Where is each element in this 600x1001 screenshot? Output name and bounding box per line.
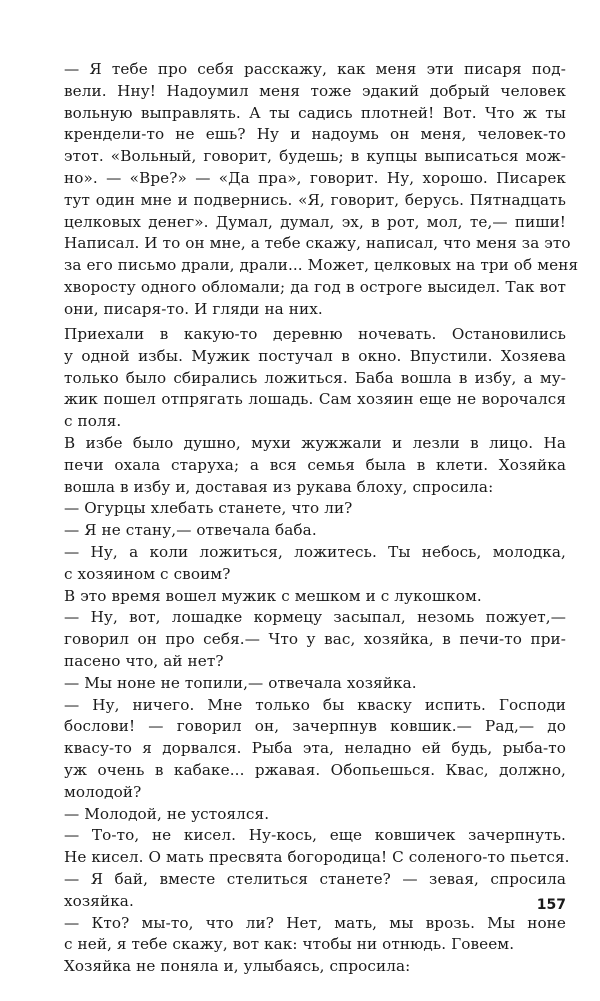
- text-line: только было сбирались ложиться. Баба вошла в избу, а му-: [64, 368, 566, 387]
- text-line: вели. Нну! Надоумил меня тоже эдакий добрый человек: [64, 81, 566, 100]
- text-line: — Ну, вот, лошадке кормецу засыпал, незомь пожует,—: [64, 608, 566, 627]
- text-line: жик пошел отпрягать лошадь. Сам хозяин еще не ворочался: [64, 390, 566, 409]
- text-line: тут один мне и подвернись. «Я, говорит, берусь. Пятнадцать: [64, 190, 566, 209]
- text-line: В избе было душно, мухи жужжали и лезли в лицо. На: [64, 433, 566, 452]
- text-line: крендели-то не ешь? Ну и надоумь он меня, человек-то: [64, 125, 566, 144]
- text-line: — Я бай, вместе стелиться станете? — зевая, спросила: [64, 869, 566, 888]
- text-line: уж очень в кабаке... ржавая. Обопьешься. Квас, должно,: [64, 760, 566, 779]
- text-line: вошла в избу и, доставая из рукава блоху, спросила:: [64, 477, 494, 496]
- text-block-second: [64, 324, 570, 978]
- text-line: бослови! — говорил он, зачерпнув ковшик.— Рад,— до: [64, 717, 566, 736]
- text-line: говорил он про себя.— Что у вас, хозяйка, в печи-то при-: [64, 630, 566, 649]
- text-line: — Я тебе про себя расскажу, как меня эти писаря под-: [64, 60, 566, 78]
- text-line: — Огурцы хлебать станете, что ли?: [64, 499, 353, 518]
- text-line: за его письмо драли, драли... Может, целковых на три об меня: [64, 256, 579, 275]
- text-line: у одной избы. Мужик постучал в окно. Впустили. Хозяева: [64, 346, 566, 365]
- text-line: — Молодой, не устоялся.: [64, 804, 270, 823]
- text-line: хворосту одного обломали; да год в остроге высидел. Так вот: [64, 277, 566, 296]
- text-line: пасено что, ай нет?: [64, 651, 224, 670]
- text-line: с поля.: [64, 412, 122, 431]
- text-line: Хозяйка не поняла и, улыбаясь, спросила:: [64, 957, 411, 976]
- text-line: с хозяином с своим?: [64, 564, 231, 583]
- text-line: молодой?: [64, 782, 142, 801]
- text-line: — Ну, ничего. Мне только бы кваску испить. Господи: [64, 695, 566, 714]
- text-line: этот. «Вольный, говорит, будешь; в купцы выписаться мож-: [64, 147, 566, 166]
- page-number: 157: [536, 897, 566, 913]
- text-line: Приехали в какую-то деревню ночевать. Остановились: [64, 325, 566, 343]
- text-line: целковых денег». Думал, думал, эх, в рот, мол, те,— пиши!: [64, 212, 566, 231]
- text-line: вольную выправлять. А ты садись плотней! Вот. Что ж ты: [64, 103, 566, 122]
- text-line: но». — «Вре?» — «Да пра», говорит. Ну, хорошо. Писарек: [64, 168, 566, 187]
- text-line: с ней, я тебе скажу, вот как: чтобы ни отнюдь. Говеем.: [64, 935, 515, 954]
- text-block-first: [64, 59, 579, 321]
- text-line: они, писаря-то. И гляди на них.: [64, 299, 323, 318]
- text-line: хозяйка.: [64, 891, 134, 910]
- text-line: — Кто? мы-то, что ли? Нет, мать, мы врозь. Мы ноне: [64, 913, 566, 932]
- text-line: Написал. И то он мне, а тебе скажу, написал, что меня за это: [64, 234, 571, 253]
- text-line: печи охала старуха; а вся семья была в клети. Хозяйка: [64, 455, 566, 474]
- text-line: Не кисел. О мать пресвята богородица! С соленого-то пьется.: [64, 848, 570, 867]
- text-line: — То-то, не кисел. Ну-кось, еще ковшичек зачерпнуть.: [64, 826, 566, 845]
- text-line: В это время вошел мужик с мешком и с лукошком.: [64, 586, 482, 605]
- text-line: квасу-то я дорвался. Рыба эта, неладно ей будь, рыба-то: [64, 739, 566, 758]
- text-line: — Ну, а коли ложиться, ложитесь. Ты небось, молодка,: [64, 542, 566, 561]
- text-line: — Мы ноне не топили,— отвечала хозяйка.: [64, 673, 417, 692]
- text-line: — Я не стану,— отвечала баба.: [64, 521, 317, 540]
